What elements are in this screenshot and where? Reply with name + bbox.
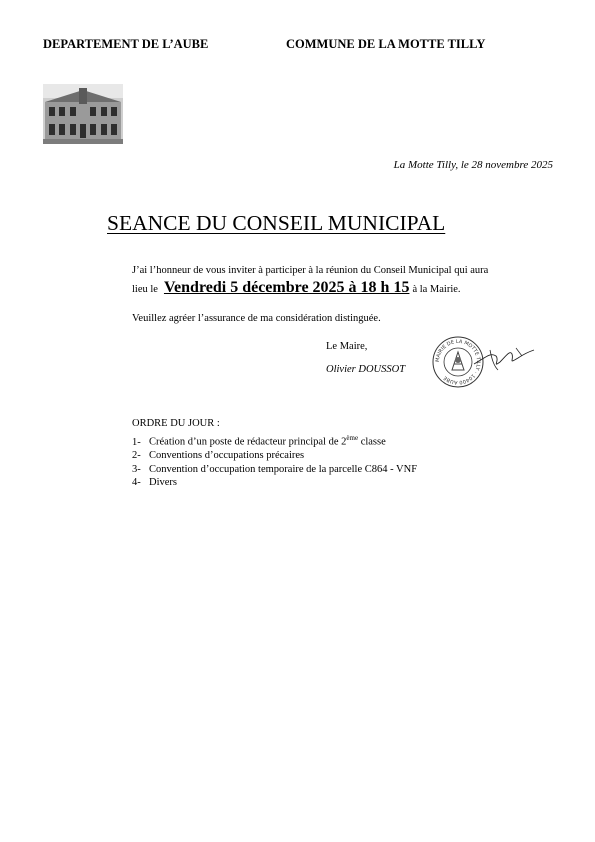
- mayor-seal-and-signature: [430, 330, 536, 394]
- agenda-item-number: 3-: [132, 463, 141, 475]
- svg-text:MAIRIE DE LA MOTTE TILLY · 104: MAIRIE DE LA MOTTE TILLY · 10400 AUBE: [434, 338, 482, 386]
- invitation-line-1: J’ai l’honneur de vous inviter à participer à la réunion du Conseil Municipal qui aura: [132, 265, 489, 276]
- town-hall-photo: [43, 84, 123, 144]
- invitation-suffix: à la Mairie.: [412, 284, 461, 295]
- invitation-line-2: [132, 279, 461, 297]
- agenda-item-text: Divers: [149, 477, 177, 489]
- agenda-item: [132, 432, 417, 449]
- agenda-list: [132, 432, 417, 490]
- invitation-prefix: lieu le: [132, 284, 158, 295]
- agenda-item-text: Création d’un poste de rédacteur principal de 2: [149, 436, 347, 448]
- meeting-datetime: Vendredi 5 décembre 2025 à 18 h 15: [163, 279, 410, 296]
- agenda-item-number: 1-: [132, 436, 141, 448]
- department-heading: DEPARTEMENT DE L’AUBE: [43, 37, 209, 51]
- page-title: SEANCE DU CONSEIL MUNICIPAL: [107, 211, 446, 235]
- date-line: La Motte Tilly, le 28 novembre 2025: [393, 159, 553, 171]
- agenda-item-text: Convention d’occupation temporaire de la parcelle C864 - VNF: [149, 463, 418, 475]
- agenda-item-number: 2-: [132, 450, 141, 462]
- agenda-item-number: 4-: [132, 477, 141, 489]
- agenda-item-text: Conventions d’occupations précaires: [149, 450, 305, 462]
- agenda-item-superscript: ème: [346, 434, 359, 442]
- agenda-item: [132, 476, 417, 490]
- mayor-role: Le Maire,: [326, 341, 368, 352]
- agenda-item: [132, 463, 417, 477]
- mayor-name: Olivier DOUSSOT: [326, 364, 406, 375]
- commune-heading: COMMUNE DE LA MOTTE TILLY: [286, 37, 486, 51]
- agenda-item: [132, 449, 417, 463]
- agenda-item-text-after: classe: [358, 436, 386, 448]
- closing-formula: Veuillez agréer l’assurance de ma considération distinguée.: [132, 313, 381, 324]
- agenda-title: ORDRE DU JOUR :: [132, 418, 220, 429]
